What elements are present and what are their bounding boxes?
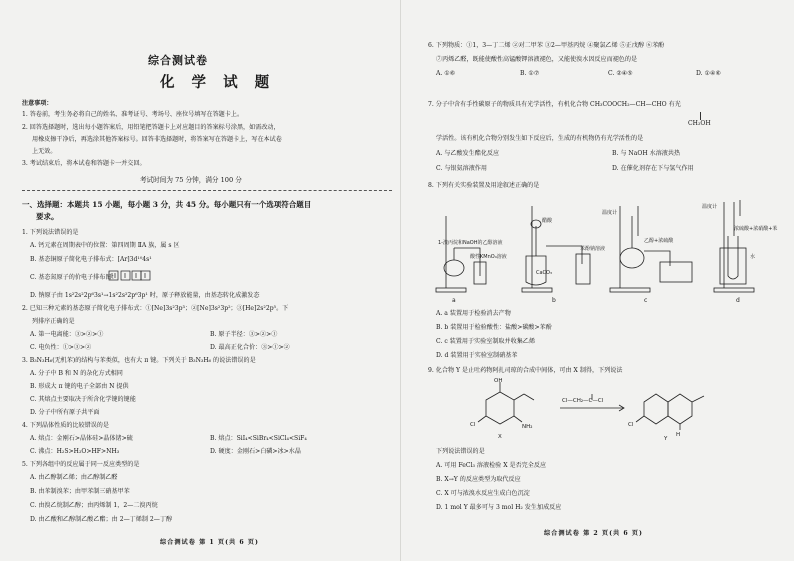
label-c-thermo: 温度计 bbox=[602, 210, 618, 216]
compound-x-label: X bbox=[498, 434, 502, 440]
svg-text:d: d bbox=[736, 297, 740, 304]
q2-option-a: A. 第一电离能：③>②>① bbox=[30, 331, 104, 338]
q1-option-c: C. 基态氮原子的价电子排布图： bbox=[30, 274, 118, 281]
q6-option-a: A. ①⑥ bbox=[436, 70, 456, 77]
q7-stem: 7. 分子中含有手性碳原子的物质具有光学活性，有机化合物 CH₃COOCH₂—CH—CHO 有光 bbox=[428, 101, 681, 108]
svg-text:Cl: Cl bbox=[628, 422, 634, 428]
q7-option-b: B. 与 NaOH 水溶液共热 bbox=[612, 150, 681, 157]
page-footer: 综合测试卷 第 1 页(共 6 页) bbox=[160, 539, 259, 546]
q3-stem: 3. B₃N₃H₆(无机苯)的结构与苯类似，也有大 π 键。下列关于 B₃N₃H₆ 的说法错误的是 bbox=[22, 357, 256, 364]
q7-option-c: C. 与银氨溶液作用 bbox=[436, 165, 487, 172]
q1-stem: 1. 下列说法错误的是 bbox=[22, 229, 79, 236]
label-d-water: 水 bbox=[750, 254, 756, 260]
q1-option-b: B. 基态铜原子简化电子排布式：[Ar]3d¹⁰4s¹ bbox=[30, 256, 152, 263]
reagent-formula: Cl—CH₂—C—Cl bbox=[562, 398, 604, 404]
label-a-kmno4: 酸性KMnO₄溶液 bbox=[470, 254, 507, 260]
q2-option-b: B. 原子半径：③>②>① bbox=[210, 331, 278, 338]
q6-stem: 6. 下列物质：①1，3—丁二烯 ②对二甲苯 ③2—甲基丙烷 ④聚氯乙烯 ⑤正戊醇 ⑥苯酚 bbox=[428, 42, 665, 49]
reaction-scheme bbox=[464, 378, 724, 440]
note-line: 3. 考试结束后，将本试卷和答题卡一并交回。 bbox=[22, 160, 146, 167]
section-heading-cont: 要求。 bbox=[36, 212, 59, 221]
q7-option-a: A. 与乙酸发生酯化反应 bbox=[436, 150, 500, 157]
q1-option-a: A. 钙元素在周期表中的位置：第四周期 ⅡA 族，属 s 区 bbox=[30, 242, 180, 249]
svg-text:b: b bbox=[552, 297, 556, 304]
q9-lead: 下列说法错误的是 bbox=[436, 448, 485, 455]
q8-option-c: C. c 装置用于实验室制取并收集乙烯 bbox=[436, 338, 535, 345]
q9-option-a: A. 可用 FeCl₃ 溶液检验 X 是否完全反应 bbox=[436, 462, 547, 469]
q6-option-c: C. ②④⑤ bbox=[608, 70, 633, 77]
q3-option-b: B. 形成大 π 键的电子全部由 N 提供 bbox=[30, 383, 129, 390]
label-d-mix: 浓硫酸+浓硝酸+苯 bbox=[734, 226, 778, 232]
q7-option-d: D. 在催化剂存在下与氢气作用 bbox=[612, 165, 694, 172]
q6-option-b: B. ①⑦ bbox=[520, 70, 540, 77]
doc-title: 综合测试卷 bbox=[148, 54, 208, 67]
q2-stem-cont: 列排序正确的是 bbox=[32, 318, 75, 325]
subject-title: 化 学 试 题 bbox=[160, 74, 276, 91]
q9-option-d: D. 1 mol Y 最多可与 3 mol H₂ 发生加成反应 bbox=[436, 504, 562, 511]
q3-option-c: C. 其熔点主要取决于所含化学键的键能 bbox=[30, 396, 136, 403]
q4-option-b: B. 熔点：SiI₄<SiBr₄<SiCl₄<SiF₄ bbox=[210, 435, 307, 442]
note-line: 2. 回答选择题时，选出每小题答案后，用铅笔把答题卡上对应题目的答案标号涂黑，如需改动， bbox=[22, 124, 280, 131]
q8-option-d: D. d 装置用于实验室制硝基苯 bbox=[436, 352, 518, 359]
svg-text:H: H bbox=[676, 432, 681, 438]
label-a-reagent: 1-溴丙烷和NaOH的乙醇溶液 bbox=[438, 240, 503, 246]
q4-option-a: A. 熔点：金刚石>晶体硅>晶体锗>硫 bbox=[30, 435, 133, 442]
q8-option-b: B. b 装置用于检验酸性：盐酸>碳酸>苯酚 bbox=[436, 324, 552, 331]
notes-title: 注意事项： bbox=[22, 100, 53, 107]
svg-text:a: a bbox=[452, 297, 456, 304]
label-b-soln: 苯酚钠溶液 bbox=[580, 246, 606, 252]
bond-line bbox=[700, 112, 701, 120]
q9-stem: 9. 化合物 Y 是止吐药物阿扎司琼的合成中间体，可由 X 制得，下列说法 bbox=[428, 367, 623, 374]
label-b-acid: 醋酸 bbox=[542, 218, 553, 224]
time-note: 考试时间为 75 分钟，满分 100 分 bbox=[140, 176, 242, 184]
q3-option-a: A. 分子中 B 和 N 的杂化方式相同 bbox=[30, 370, 123, 377]
separator-line bbox=[22, 190, 392, 191]
apparatus-figure bbox=[432, 196, 778, 306]
q1-option-d: D. 钠原子由 1s²2s²2p⁶3s¹→1s²2s²2p⁶3p¹ 时，原子释放能量，由基态转化成激发态 bbox=[30, 292, 260, 299]
section-heading: 一、选择题：本题共 15 小题，每小题 3 分，共 45 分。每小题只有一个选项符合题目 bbox=[22, 200, 312, 209]
q5-option-c: C. 由溴乙烷制乙醇；由丙烯制 1，2—二溴丙烷 bbox=[30, 502, 158, 509]
label-d-thermo: 温度计 bbox=[702, 204, 718, 210]
page-footer: 综合测试卷 第 2 页(共 6 页) bbox=[544, 530, 643, 537]
q5-option-d: D. 由乙酸和乙醇制乙酸乙酯；由 2—丁烯制 2—丁醇 bbox=[30, 516, 173, 523]
svg-text:NH₂: NH₂ bbox=[522, 424, 533, 430]
q2-option-d: D. 最高正化合价：③>①>② bbox=[210, 344, 290, 351]
compound-y-label: Y bbox=[664, 436, 668, 442]
q2-stem: 2. 已知三种元素的基态原子简化电子排布式：①[Ne]3s²3p³；②[Ne]3s²3p²；③[He]2s²2p⁵。下 bbox=[22, 305, 289, 312]
q3-option-d: D. 分子中所有原子共平面 bbox=[30, 409, 100, 416]
page-divider bbox=[400, 0, 401, 561]
label-c-mix: 乙醇+浓硫酸 bbox=[644, 238, 674, 244]
orbital-diagram bbox=[108, 266, 158, 284]
q5-option-a: A. 由乙醇制乙烯；由乙醇制乙醛 bbox=[30, 474, 118, 481]
q2-option-c: C. 电负性：①>③>② bbox=[30, 344, 92, 351]
q6-option-d: D. ①④⑥ bbox=[696, 70, 721, 77]
note-line: 1. 答卷前，考生务必将自己的姓名、准考证号、考场号、座位号填写在答题卡上。 bbox=[22, 111, 244, 118]
page-2 bbox=[404, 0, 794, 561]
q7-stem-cont: 学活性。该有机化合物分别发生如下反应后，生成的有机物仍有光学活性的是 bbox=[436, 135, 644, 142]
q7-sub-group: CH₂OH bbox=[688, 120, 711, 127]
note-line: 上无效。 bbox=[32, 148, 57, 155]
q8-option-a: A. a 装置用于检验消去产物 bbox=[436, 310, 511, 317]
svg-text:Cl: Cl bbox=[470, 422, 476, 428]
q9-option-c: C. X 可与浓溴水反应生成白色沉淀 bbox=[436, 490, 530, 497]
q5-option-b: B. 由苯制溴苯；由甲苯制三硝基甲苯 bbox=[30, 488, 130, 495]
q9-option-b: B. X→Y 的反应类型为取代反应 bbox=[436, 476, 521, 483]
label-b-caco3: CaCO₃ bbox=[536, 270, 552, 276]
q4-option-c: C. 沸点：H₂S>H₂O>HF>NH₃ bbox=[30, 448, 120, 455]
q8-stem: 8. 下列有关实验装置及用途叙述正确的是 bbox=[428, 182, 540, 189]
q4-stem: 4. 下列晶体性质的比较错误的是 bbox=[22, 422, 109, 429]
svg-text:c: c bbox=[644, 297, 648, 304]
q6-stem-cont: ⑦丙烯乙醛，既能使酸性高锰酸钾溶液褪色，又能使溴水因反应而褪色的是 bbox=[436, 56, 638, 63]
q5-stem: 5. 下列各组中的反应属于同一反应类型的是 bbox=[22, 461, 140, 468]
svg-text:OH: OH bbox=[494, 378, 503, 384]
note-line: 用橡皮擦干净后，再选涂其他答案标号。回答非选择题时，将答案写在答题卡上，写在本试卷 bbox=[32, 136, 282, 143]
q4-option-d: D. 硬度：金刚石>白磷>冰>水晶 bbox=[210, 448, 301, 455]
